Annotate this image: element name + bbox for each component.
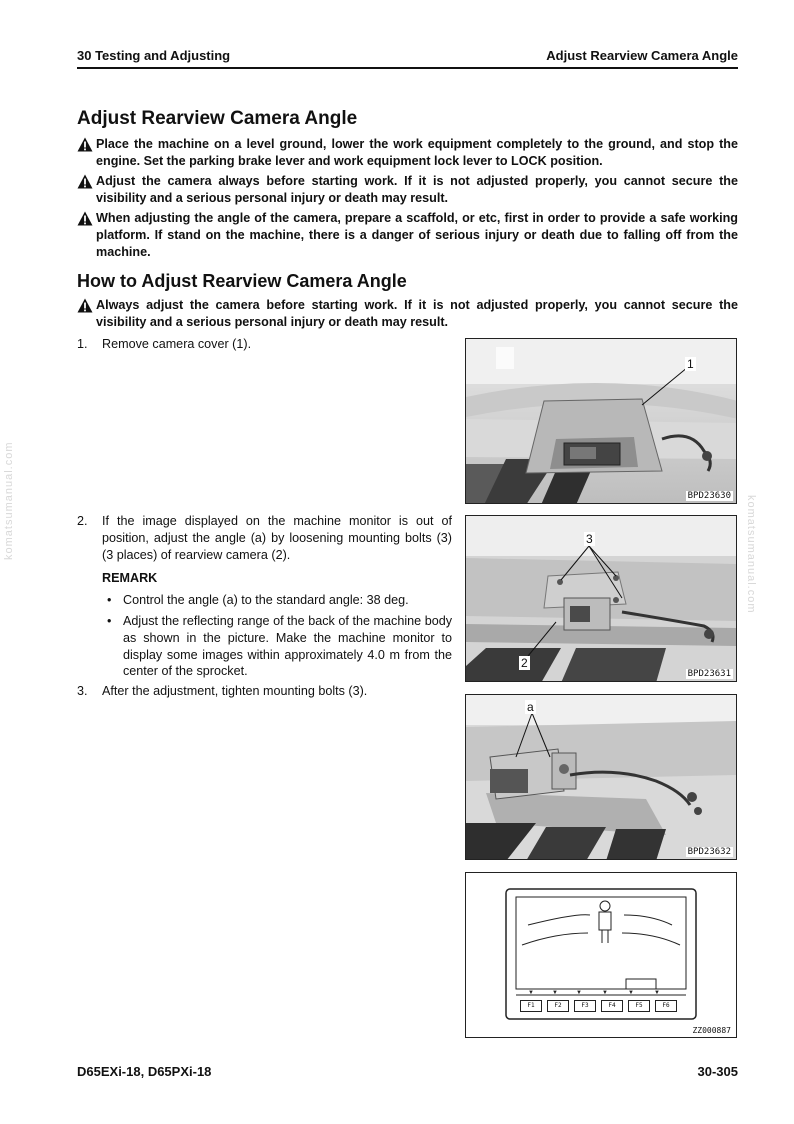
warning-text: Place the machine on a level ground, lower the work equipment completely to the ground, and stop the engine. Set the parking brake lever and work equipment lock lever to LOCK position.: [96, 137, 738, 168]
bullet-dot: •: [107, 593, 112, 607]
camera-angle-photo: [466, 695, 737, 860]
step-number: 3.: [77, 684, 88, 698]
callout-label: 2: [521, 656, 528, 670]
watermark-right: komatsumanual.com: [745, 495, 757, 614]
figure-monitor: [465, 872, 737, 1038]
figure-camera-cover: [465, 338, 737, 504]
warning-3: [77, 210, 738, 261]
monitor-button-f1: F1: [520, 1000, 542, 1012]
warning-icon: [77, 174, 93, 189]
header-section: 30 Testing and Adjusting: [77, 48, 231, 63]
monitor-button-f3: F3: [574, 1000, 596, 1012]
svg-text:▼: ▼: [576, 990, 582, 996]
figure-code: BPD23632: [687, 847, 731, 857]
warning-icon: [77, 211, 93, 226]
warning-text: Adjust the camera always before starting work. If it is not adjusted properly, you cannot secure the visibility and a serious personal injury or death may result.: [96, 174, 738, 205]
bullet-text: Adjust the reflecting range of the back of the machine body as shown in the picture. Make the machine monitor to display some images within approximately 4.0 m from the center of the sprocket.: [123, 614, 452, 679]
figure-angle: [465, 694, 737, 860]
monitor-button-f2: F2: [547, 1000, 569, 1012]
warning-2: [77, 173, 738, 207]
section-subtitle: How to Adjust Rearview Camera Angle: [77, 271, 407, 291]
step-text: After the adjustment, tighten mounting bolts (3).: [102, 684, 368, 698]
callout-label: 1: [687, 357, 694, 371]
step-3: [77, 683, 452, 700]
monitor-button-row: [520, 1000, 684, 1012]
step-number: 1.: [77, 337, 88, 351]
remark-bullet-1: [107, 592, 452, 609]
warning-text: When adjusting the angle of the camera, prepare a scaffold, or etc, first in order to provide a safe working platform. If stand on the machine, there is a danger of serious injury or death due to falling off from the machine.: [96, 211, 738, 259]
bullet-dot: •: [107, 614, 112, 628]
warning-icon: [77, 298, 93, 313]
warning-text: Always adjust the camera before starting work. If it is not adjusted properly, you cannot secure the visibility and a serious personal injury or death may result.: [96, 298, 738, 329]
step-2: [77, 513, 452, 563]
step-number: 2.: [77, 514, 88, 528]
step-1: [77, 336, 452, 353]
remark-bullet-2: [107, 613, 452, 680]
camera-cover-photo: [466, 339, 737, 504]
monitor-drawing: [466, 873, 737, 1038]
bullet-text: Control the angle (a) to the standard angle: 38 deg.: [123, 593, 409, 607]
step-text: Remove camera cover (1).: [102, 337, 252, 351]
warning-1: [77, 136, 738, 170]
callout-label: 3: [586, 532, 593, 546]
sub-warning: [77, 297, 738, 331]
warning-icon: [77, 137, 93, 152]
mounting-bolts-photo: [466, 516, 737, 682]
monitor-button-f5: F5: [628, 1000, 650, 1012]
header-topic: Adjust Rearview Camera Angle: [546, 48, 738, 63]
svg-text:▼: ▼: [654, 990, 660, 996]
figure-code: ZZ000887: [692, 1026, 731, 1035]
svg-text:▼: ▼: [602, 990, 608, 996]
svg-text:▼: ▼: [552, 990, 558, 996]
header-rule: [77, 67, 738, 69]
svg-text:▼: ▼: [628, 990, 634, 996]
monitor-button-f4: F4: [601, 1000, 623, 1012]
remark-label: REMARK: [102, 571, 158, 585]
footer-model: D65EXi-18, D65PXi-18: [77, 1064, 212, 1079]
figure-mounting-bolts: [465, 515, 737, 682]
watermark-left: komatsumanual.com: [3, 441, 15, 560]
figure-code: BPD23631: [687, 669, 731, 679]
step-text: If the image displayed on the machine monitor is out of position, adjust the angle (a) by loosening mounting bolts (3) (3 places) of rearview camera (2).: [102, 514, 452, 562]
callout-label: a: [527, 700, 534, 714]
footer-page-number: 30-305: [697, 1064, 738, 1079]
figure-code: BPD23630: [687, 491, 731, 501]
svg-text:▼: ▼: [528, 990, 534, 996]
monitor-button-f6: F6: [655, 1000, 677, 1012]
page-title: Adjust Rearview Camera Angle: [77, 108, 358, 129]
